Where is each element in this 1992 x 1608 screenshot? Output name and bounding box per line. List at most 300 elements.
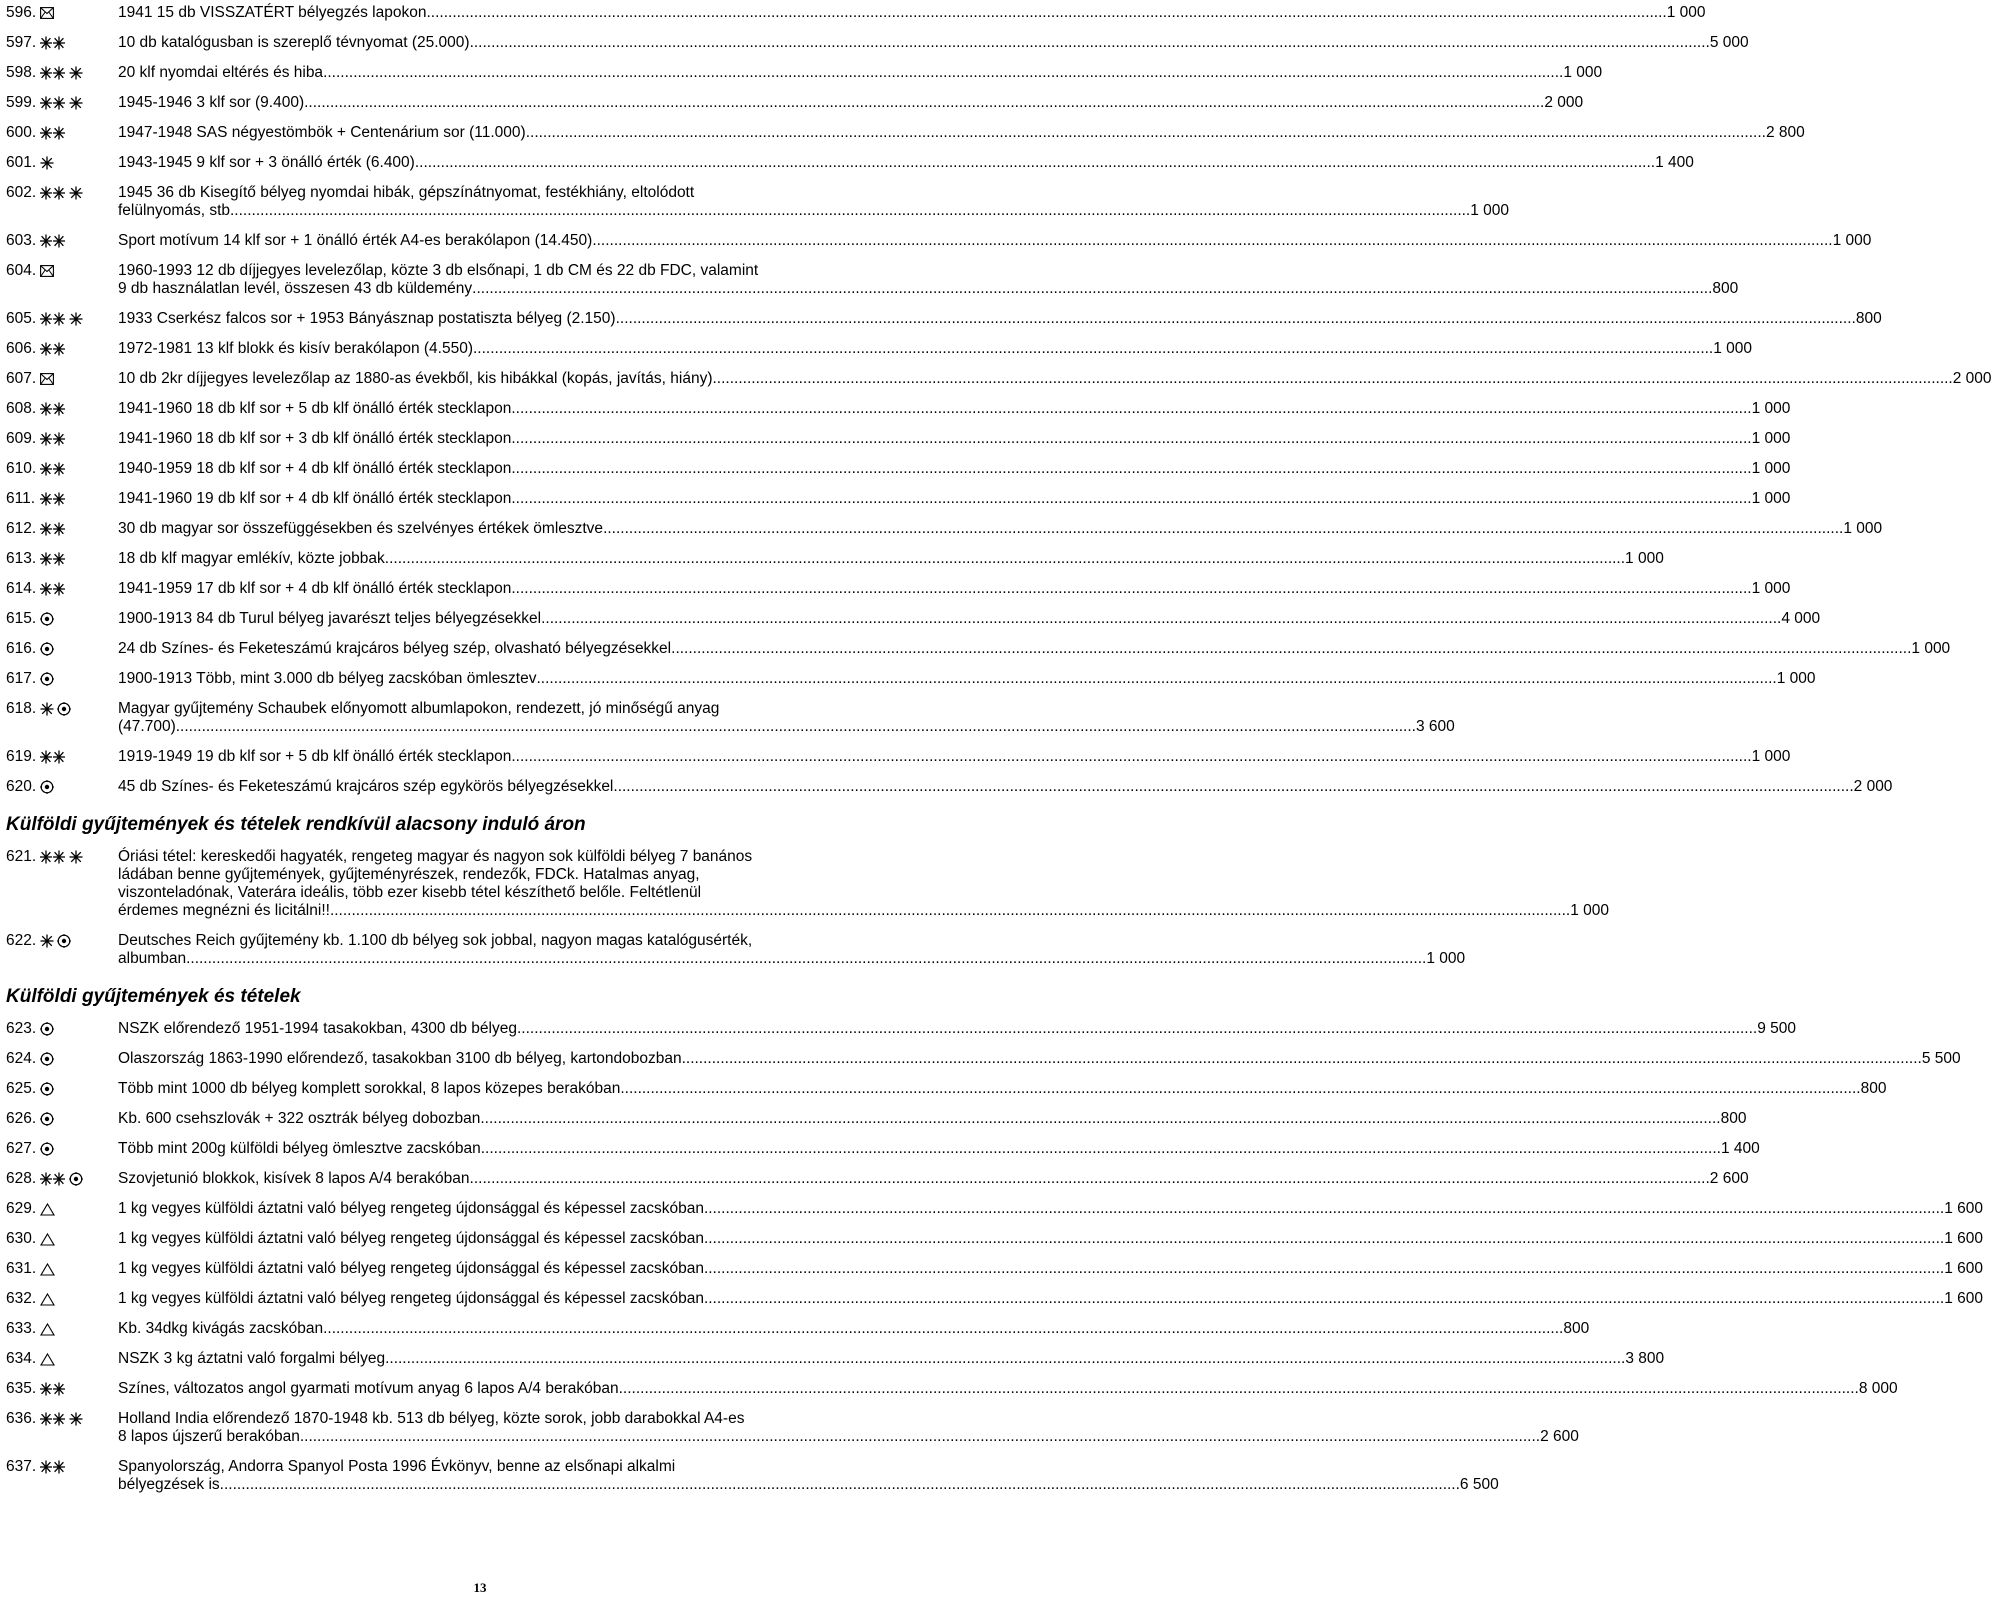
postmark-icon	[69, 1172, 83, 1186]
lot-text: 10 db 2kr díjjegyes levelezőlap az 1880-as évekből, kis hibákkal (kopás, javítás, hiány)	[118, 370, 713, 387]
lot-text: 8 lapos újszerű berakóban	[118, 1428, 300, 1445]
lot-text: 1941-1960 18 db klf sor + 5 db klf önálló érték stecklapon	[118, 400, 512, 417]
double-star-icon	[40, 582, 66, 596]
double-star-icon	[40, 432, 66, 446]
lot-price: 1 600	[1944, 1290, 1983, 1307]
lot-description	[118, 340, 1752, 358]
lot-number: 620.	[6, 778, 37, 795]
lot-description-last-line	[118, 1140, 1760, 1158]
lot-number: 600.	[6, 124, 37, 141]
lot-text: 1900-1913 Több, mint 3.000 db bélyeg zacskóban ömlesztev	[118, 670, 537, 687]
lot-price: 5 500	[1921, 1050, 1961, 1067]
lot-text: 30 db magyar sor összefüggésekben és szelvényes értékek ömlesztve	[118, 520, 604, 537]
lot-price: 1 000	[1776, 670, 1816, 687]
section-title-foreign: Külföldi gyűjtemények és tételek	[6, 986, 301, 1007]
postmark-icon	[40, 1052, 54, 1066]
lot-condition-symbols	[40, 94, 118, 112]
dot-leader	[619, 1380, 1859, 1398]
lot-number: 611.	[6, 490, 36, 507]
dot-leader	[704, 1230, 1944, 1248]
double-star-icon	[40, 186, 66, 200]
lot-description	[118, 184, 1509, 220]
lot-number: 615.	[6, 610, 37, 627]
postmark-icon	[40, 1022, 54, 1036]
lot-price: 1 000	[1563, 64, 1603, 81]
lot-text: felülnyomás, stb	[118, 202, 230, 219]
lot-list-hungarian	[6, 4, 1992, 796]
star-icon	[40, 156, 54, 170]
lot-description	[118, 778, 1892, 796]
postmark-icon	[57, 934, 71, 948]
lot-text: 1941-1960 19 db klf sor + 4 db klf önálló érték stecklapon	[118, 490, 512, 507]
lot-number: 623.	[6, 1020, 37, 1037]
lot-description	[118, 1140, 1760, 1158]
lot-text: NSZK előrendező 1951-1994 tasakokban, 4300 db bélyeg	[118, 1020, 517, 1037]
lot-description	[118, 748, 1790, 766]
dot-leader	[323, 1320, 1563, 1338]
lot-description-last-line	[118, 1200, 1983, 1218]
lot-text: 1941-1960 18 db klf sor + 3 db klf önálló érték stecklapon	[118, 430, 512, 447]
lot-description-line: viszonteladónak, Vaterára ideális, több ezer kisebb tétel készíthető belőle. Feltétlenül	[118, 884, 702, 901]
lot-text: Kb. 34dkg kivágás zacskóban	[118, 1320, 324, 1337]
lot-price: 2 000	[1952, 370, 1992, 387]
lot-condition-symbols	[40, 778, 118, 796]
lot-description	[118, 1020, 1796, 1038]
lot-number: 602.	[6, 184, 37, 201]
lot-price: 1 000	[1832, 232, 1872, 249]
lot-description	[118, 1080, 1886, 1098]
lot-condition-symbols	[40, 1110, 118, 1128]
lot-condition-symbols	[40, 310, 118, 328]
lot-condition-symbols	[40, 1320, 118, 1338]
dot-leader	[230, 202, 1470, 220]
lot-description-last-line	[118, 1380, 1898, 1398]
lot-description	[118, 580, 1790, 598]
lot-description	[118, 1458, 1499, 1494]
lot-price: 1 000	[1751, 400, 1791, 417]
lot-description	[118, 490, 1790, 508]
lot-price: 800	[1712, 280, 1739, 297]
lot-number: 618.	[6, 700, 37, 717]
dot-leader	[330, 902, 1570, 920]
lot-description-last-line	[118, 94, 1583, 112]
lot-row	[6, 1230, 1983, 1248]
lot-row	[6, 1290, 1983, 1308]
dot-leader	[385, 1350, 1625, 1368]
lot-row	[6, 232, 1872, 250]
dot-leader	[472, 280, 1712, 298]
dot-leader	[304, 94, 1544, 112]
lot-price: 2 600	[1540, 1428, 1579, 1445]
lot-row	[6, 778, 1893, 796]
lot-number: 619.	[6, 748, 37, 765]
lot-description	[118, 1170, 1749, 1188]
lot-number: 621.	[6, 848, 37, 865]
lot-description-last-line	[118, 154, 1694, 172]
lot-text: 1943-1945 9 klf sor + 3 önálló érték (6.400)	[118, 154, 415, 171]
lot-text: 1 kg vegyes külföldi áztatni való bélyeg rengeteg újdonsággal és képessel zacskóban	[118, 1260, 704, 1277]
lot-condition-symbols	[40, 848, 118, 866]
postmark-icon	[40, 1082, 54, 1096]
lot-description	[118, 1260, 1983, 1278]
lot-row	[6, 1050, 1961, 1068]
lot-text: 18 db klf magyar emlékív, közte jobbak	[118, 550, 385, 567]
lot-row	[6, 154, 1694, 172]
lot-text: 1 kg vegyes külföldi áztatni való bélyeg rengeteg újdonsággal és képessel zacskóban	[118, 1230, 704, 1247]
lot-condition-symbols	[40, 184, 118, 202]
lot-row	[6, 1380, 1898, 1398]
lot-row	[6, 310, 1882, 328]
lot-condition-symbols	[40, 154, 118, 172]
dot-leader	[511, 430, 1751, 448]
lot-text: 1945-1946 3 klf sor (9.400)	[118, 94, 305, 111]
dot-leader	[220, 1476, 1460, 1494]
dot-leader	[511, 580, 1751, 598]
double-star-icon	[40, 492, 66, 506]
lot-description-last-line	[118, 902, 1609, 920]
lot-description	[118, 1230, 1983, 1248]
lot-description-last-line	[118, 1110, 1746, 1128]
lot-condition-symbols	[40, 64, 118, 82]
lot-description	[118, 310, 1882, 328]
lot-row	[6, 370, 1992, 388]
lot-description	[118, 34, 1749, 52]
lot-text: 10 db katalógusban is szereplő tévnyomat (25.000)	[118, 34, 470, 51]
lot-price: 1 000	[1426, 950, 1466, 967]
lot-condition-symbols	[40, 340, 118, 358]
lot-description	[118, 232, 1871, 250]
lot-condition-symbols	[40, 370, 118, 388]
lot-text: 1900-1913 84 db Turul bélyeg javarészt teljes bélyegzésekkel	[118, 610, 542, 627]
lot-row	[6, 1350, 1665, 1368]
lot-price: 3 600	[1415, 718, 1455, 735]
dot-leader	[511, 748, 1751, 766]
lot-row	[6, 1410, 1579, 1446]
lot-condition-symbols	[40, 700, 118, 718]
lot-description	[118, 670, 1816, 688]
lot-number: 603.	[6, 232, 37, 249]
lot-text: (47.700)	[118, 718, 176, 735]
lot-text: Sport motívum 14 klf sor + 1 önálló érték A4-es berakólapon (14.450)	[118, 232, 593, 249]
lot-description	[118, 550, 1664, 568]
lot-description-last-line	[118, 64, 1602, 82]
lot-text: 1947-1948 SAS négyestömbök + Centenárium sor (11.000)	[118, 124, 526, 141]
lot-number: 610.	[6, 460, 37, 477]
double-star-icon	[40, 36, 66, 50]
lot-price: 1 000	[1751, 430, 1791, 447]
lot-row	[6, 1260, 1983, 1278]
lot-number: 609.	[6, 430, 37, 447]
lot-row	[6, 64, 1603, 82]
double-star-icon	[40, 1172, 66, 1186]
lot-row	[6, 848, 1609, 920]
triangle-icon	[40, 1293, 55, 1306]
lot-number: 597.	[6, 34, 37, 51]
lot-description-line: 1945 36 db Kisegítő bélyeg nyomdai hibák, gépszínátnyomat, festékhiány, eltolódott	[118, 184, 695, 201]
lot-description	[118, 610, 1820, 628]
lot-condition-symbols	[40, 640, 118, 658]
lot-description	[118, 1410, 1579, 1446]
lot-description-last-line	[118, 202, 1509, 220]
lot-description-last-line	[118, 1170, 1749, 1188]
lot-condition-symbols	[40, 1380, 118, 1398]
lot-number: 636.	[6, 1410, 37, 1427]
dot-leader	[511, 490, 1751, 508]
lot-text: érdemes megnézni és licitálni!!	[118, 902, 330, 919]
lot-description-last-line	[118, 718, 1455, 736]
lot-number: 612.	[6, 520, 37, 537]
lot-text: 1972-1981 13 klf blokk és kisív berakólapon (4.550)	[118, 340, 473, 357]
lot-description-last-line	[118, 580, 1790, 598]
lot-condition-symbols	[40, 1458, 118, 1476]
lot-price: 1 400	[1655, 154, 1694, 171]
lot-row	[6, 748, 1791, 766]
lot-description	[118, 932, 1465, 968]
lot-text: Szovjetunió blokkok, kisívek 8 lapos A/4 berakóban	[118, 1170, 470, 1187]
lot-row	[6, 1140, 1760, 1158]
lot-number: 625.	[6, 1080, 37, 1097]
lot-condition-symbols	[40, 1290, 118, 1308]
lot-description	[118, 1380, 1898, 1398]
lot-description	[118, 1110, 1746, 1128]
lot-text: Több mint 1000 db bélyeg komplett sorokkal, 8 lapos közepes berakóban	[118, 1080, 621, 1097]
lot-description-line: 1960-1993 12 db díjjegyes levelezőlap, közte 3 db elsőnapi, 1 db CM és 22 db FDC, valamint	[118, 262, 759, 279]
lot-description-last-line	[118, 460, 1790, 478]
lot-row	[6, 700, 1455, 736]
envelope-icon	[40, 7, 54, 19]
lot-condition-symbols	[40, 4, 118, 22]
lot-price: 1 600	[1944, 1200, 1983, 1217]
lot-description	[118, 1320, 1589, 1338]
lot-text: albumban	[118, 950, 187, 967]
star-icon	[40, 702, 54, 716]
lot-price: 800	[1860, 1080, 1887, 1097]
lot-list-foreign-low-price	[6, 848, 1609, 968]
double-star-icon	[40, 750, 66, 764]
double-star-icon	[40, 1412, 66, 1426]
lot-description-last-line	[118, 1260, 1983, 1278]
lot-number: 634.	[6, 1350, 37, 1367]
lot-price: 1 000	[1570, 902, 1609, 919]
star-icon	[69, 850, 83, 864]
lot-description	[118, 430, 1790, 448]
lot-price: 1 000	[1751, 748, 1791, 765]
triangle-icon	[40, 1233, 55, 1246]
lot-description-line: ládában benne gyűjtemények, gyűjteményrészek, rendezők, FDCk. Hatalmas anyag,	[118, 866, 700, 883]
postmark-icon	[40, 672, 54, 686]
lot-price: 2 000	[1853, 778, 1893, 795]
lot-price: 1 000	[1911, 640, 1951, 657]
lot-text: 1941-1959 17 db klf sor + 4 db klf önálló érték stecklapon	[118, 580, 512, 597]
double-star-icon	[40, 402, 66, 416]
double-star-icon	[40, 1382, 66, 1396]
lot-list-foreign	[6, 1020, 1983, 1494]
lot-condition-symbols	[40, 490, 118, 508]
dot-leader	[385, 550, 1625, 568]
dot-leader	[517, 1020, 1757, 1038]
lot-price: 8 000	[1858, 1380, 1898, 1397]
lot-price: 2 600	[1709, 1170, 1749, 1187]
lot-row	[6, 1170, 1749, 1188]
postmark-icon	[40, 1142, 54, 1156]
lot-text: Színes, változatos angol gyarmati motívum anyag 6 lapos A/4 berakóban	[118, 1380, 619, 1397]
dot-leader	[415, 154, 1655, 172]
lot-row	[6, 184, 1510, 220]
dot-leader	[603, 520, 1843, 538]
dot-leader	[613, 778, 1853, 796]
lot-description-last-line	[118, 1320, 1589, 1338]
lot-row	[6, 400, 1791, 418]
lot-row	[6, 490, 1791, 508]
lot-description-last-line	[118, 1290, 1983, 1308]
lot-description	[118, 1200, 1983, 1218]
triangle-icon	[40, 1203, 55, 1216]
lot-text: bélyegzések is	[118, 1476, 220, 1493]
lot-row	[6, 1020, 1797, 1038]
lot-condition-symbols	[40, 400, 118, 418]
lot-number: 608.	[6, 400, 37, 417]
lot-description-last-line	[118, 640, 1950, 658]
lot-price: 800	[1855, 310, 1882, 327]
lot-row	[6, 1200, 1983, 1218]
lot-number: 622.	[6, 932, 37, 949]
lot-number: 633.	[6, 1320, 37, 1337]
lot-text: 1 kg vegyes külföldi áztatni való bélyeg rengeteg újdonsággal és képessel zacskóban	[118, 1200, 704, 1217]
lot-description-last-line	[118, 490, 1790, 508]
lot-number: 598.	[6, 64, 37, 81]
lot-price: 1 000	[1843, 520, 1883, 537]
page-number: 13	[473, 1580, 487, 1595]
lot-number: 604.	[6, 262, 37, 279]
star-icon	[69, 1412, 83, 1426]
lot-description-last-line	[118, 610, 1820, 628]
lot-price: 1 000	[1751, 490, 1791, 507]
lot-condition-symbols	[40, 670, 118, 688]
lot-description-last-line	[118, 1230, 1983, 1248]
lot-condition-symbols	[40, 1050, 118, 1068]
lot-row	[6, 520, 1883, 538]
lot-price: 2 000	[1544, 94, 1584, 111]
lot-number: 613.	[6, 550, 37, 567]
dot-leader	[682, 1050, 1922, 1068]
lot-description	[118, 1350, 1664, 1368]
lot-row	[6, 340, 1753, 358]
dot-leader	[704, 1290, 1944, 1308]
lot-condition-symbols	[40, 1020, 118, 1038]
section-title-foreign-low-price: Külföldi gyűjtemények és tételek rendkívül alacsony induló áron	[6, 814, 586, 835]
dot-leader	[323, 64, 1563, 82]
lot-description-last-line	[118, 1428, 1579, 1446]
double-star-icon	[40, 126, 66, 140]
lot-price: 1 600	[1944, 1230, 1983, 1247]
lot-number: 607.	[6, 370, 37, 387]
lot-row	[6, 262, 1739, 298]
dot-leader	[671, 640, 1911, 658]
lot-description	[118, 1050, 1961, 1068]
lot-description-last-line	[118, 34, 1749, 52]
lot-row	[6, 580, 1791, 598]
lot-number: 617.	[6, 670, 37, 687]
lot-row	[6, 610, 1821, 628]
lot-text: 1940-1959 18 db klf sor + 4 db klf önálló érték stecklapon	[118, 460, 512, 477]
lot-row	[6, 94, 1584, 112]
lot-description-last-line	[118, 1050, 1961, 1068]
dot-leader	[186, 950, 1426, 968]
lot-description-last-line	[118, 778, 1892, 796]
lot-text: 45 db Színes- és Feketeszámú krajcáros szép egykörös bélyegzésekkel	[118, 778, 614, 795]
lot-text: 1 kg vegyes külföldi áztatni való bélyeg rengeteg újdonsággal és képessel zacskóban	[118, 1290, 704, 1307]
lot-text: 9 db használatlan levél, összesen 43 db küldemény	[118, 280, 473, 297]
lot-description-last-line	[118, 430, 1790, 448]
lot-number: 599.	[6, 94, 37, 111]
dot-leader	[541, 610, 1781, 628]
lot-condition-symbols	[40, 124, 118, 142]
postmark-icon	[40, 642, 54, 656]
lot-price: 9 500	[1757, 1020, 1797, 1037]
dot-leader	[526, 124, 1766, 142]
lot-description	[118, 262, 1738, 298]
postmark-icon	[57, 702, 71, 716]
lot-price: 1 000	[1713, 340, 1753, 357]
lot-text: 1919-1949 19 db klf sor + 5 db klf önálló érték stecklapon	[118, 748, 512, 765]
lot-number: 601.	[6, 154, 37, 171]
dot-leader	[511, 400, 1751, 418]
lot-row	[6, 1458, 1499, 1494]
lot-price: 1 000	[1751, 580, 1791, 597]
dot-leader	[300, 1428, 1540, 1446]
lot-number: 596.	[6, 4, 37, 21]
lot-description	[118, 700, 1455, 736]
lot-description	[118, 124, 1805, 142]
lot-condition-symbols	[40, 1080, 118, 1098]
lot-price: 5 000	[1709, 34, 1749, 51]
lot-price: 1 000	[1666, 4, 1706, 21]
double-star-icon	[40, 342, 66, 356]
lot-condition-symbols	[40, 1200, 118, 1218]
double-star-icon	[40, 462, 66, 476]
lot-condition-symbols	[40, 520, 118, 538]
lot-description-last-line	[118, 1080, 1886, 1098]
lot-description	[118, 94, 1583, 112]
lot-row	[6, 124, 1805, 142]
lot-description-last-line	[118, 4, 1706, 22]
lot-number: 614.	[6, 580, 37, 597]
lot-row	[6, 4, 1706, 22]
lot-row	[6, 1110, 1747, 1128]
lot-description	[118, 848, 1609, 920]
lot-number: 635.	[6, 1380, 37, 1397]
dot-leader	[176, 718, 1416, 736]
lot-price: 1 000	[1751, 460, 1791, 477]
lot-condition-symbols	[40, 460, 118, 478]
dot-leader	[473, 340, 1713, 358]
triangle-icon	[40, 1353, 55, 1366]
double-star-icon	[40, 312, 66, 326]
lot-description	[118, 640, 1950, 658]
dot-leader	[426, 4, 1666, 22]
lot-number: 616.	[6, 640, 37, 657]
lot-row	[6, 34, 1749, 52]
lot-price: 1 000	[1625, 550, 1664, 567]
lot-number: 605.	[6, 310, 37, 327]
lot-description-last-line	[118, 520, 1882, 538]
lot-row	[6, 550, 1664, 568]
lot-price: 1 600	[1944, 1260, 1983, 1277]
lot-description	[118, 1290, 1983, 1308]
dot-leader	[480, 1110, 1720, 1128]
lot-number: 637.	[6, 1458, 37, 1475]
lot-number: 632.	[6, 1290, 37, 1307]
